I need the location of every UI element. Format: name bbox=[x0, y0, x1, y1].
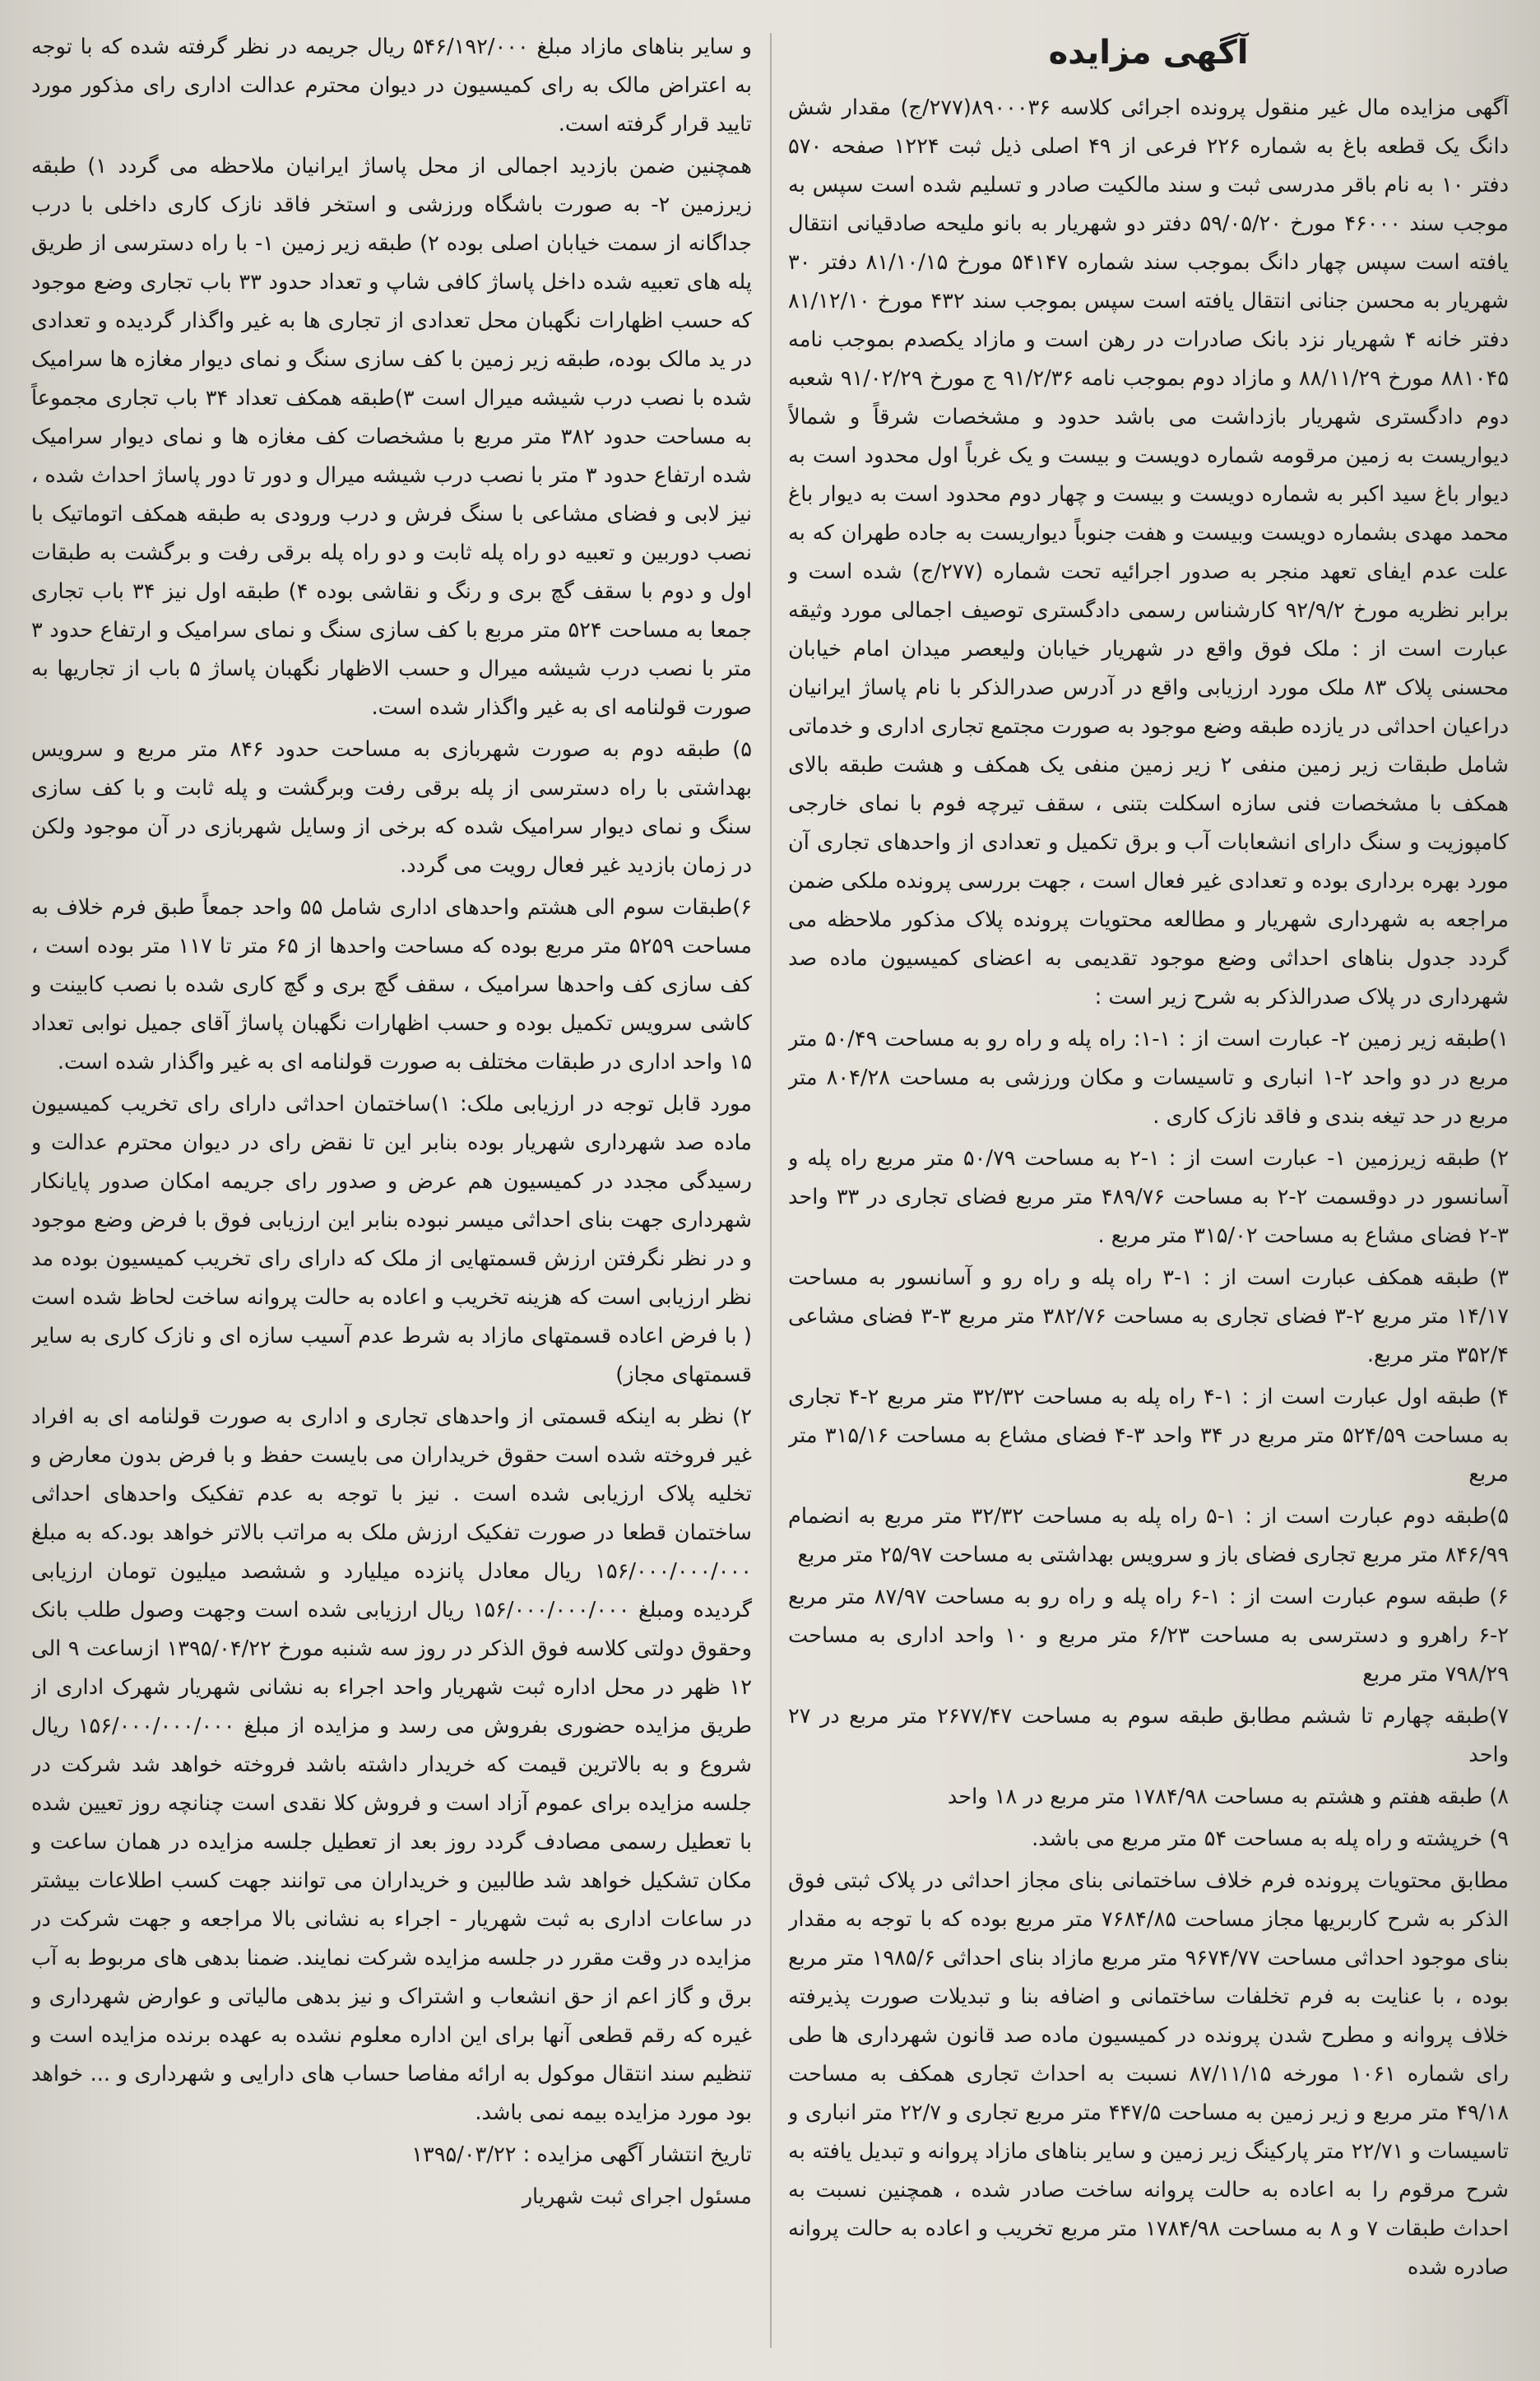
paragraph-notes: مورد قابل توجه در ارزیابی ملک: ۱)ساختمان احداثی دارای رای تخریب کمیسیون ماده صد شهرداری شهریار بوده بنابر این تا نقض رای در دیوان محترم عدالت و رسیدگی مجدد در کمیسیون هم عرض و صدور رای جریمه امکان صدور پایانکار شهرداری جهت بنای احداثی میسر نبوده بنابر این ارزیابی فوق با فرض وضع موجود و در نظر نگرفتن ارزش قسمتهایی از ملک که دارای رای تخریب کمیسیون بوده مد نظر ارزیابی است که هزینه تخریب و اعاده به حالت پروانه ساخت لحاظ شده است ( با فرض اعاده قسمتهای مازاد به شرط عدم آسیب سازه ای و نازک کاری به سایر قسمتهای مجاز) bbox=[31, 1092, 752, 1387]
paragraph-inspection: همچنین ضمن بازدید اجمالی از محل پاساژ ایرانیان ملاحظه می گردد ۱) طبقه زیرزمین ۲- به صورت باشگاه ورزشی و استخر فاقد نازک کاری داخلی با درب جداگانه از سمت خیابان اصلی بوده ۲) طبقه زیر زمین ۱- با راه دسترسی از طریق پله های تعبیه شده داخل پاساژ کافی شاپ و تعداد حدود ۳۳ باب تجاری وضع موجود که حسب اظهارات نگهبان محل تعدادی از تجاری ها به غیر واگذار گردیده و تعدادی در ید مالک بوده، طبقه زیر زمین با کف سازی سنگ و نمای دیوار مغازه ها سرامیک شده با نصب درب شیشه میرال است ۳)طبقه همکف تعداد ۳۴ باب تجاری مجموعاً به مساحت حدود ۳۸۲ متر مربع با مشخصات کف مغازه ها و نمای دیوار سرامیک شده ارتفاع حدود ۳ متر با نصب درب شیشه میرال و دور تا دور پاساژ احداث شده ، نیز لابی و فضای مشاعی با سنگ فرش و درب ورودی به طبقه همکف اتوماتیک با نصب دوربین و تعبیه دو راه پله ثابت و دو راه پله برقی رفت و برگشت به طبقات اول و دوم با سقف گچ بری و رنگ و نقاشی بوده ۴) طبقه اول نیز ۳۴ باب تجاری جمعا به مساحت ۵۲۴ متر مربع با کف سازی سنگ و نمای سرامیک و ارتفاع حدود ۳ متر با نصب درب شیشه میرال و حسب الاظهار نگهبان پاساژ ۵ باب از تجاریها به صورت قولنامه ای به غیر واگذار شده است. bbox=[31, 154, 752, 720]
floor-item-3: ۳) طبقه همکف عبارت است از : ۱-۳ راه پله و راه رو و آسانسور به مساحت ۱۴/۱۷ متر مربع ۲-۳ فضای تجاری به مساحت ۳۸۲/۷۶ متر مربع ۳-۳ فضای مشاعی ۳۵۲/۴ متر مربع. bbox=[788, 1265, 1509, 1367]
floor-item-6: ۶) طبقه سوم عبارت است از : ۱-۶ راه پله و راه رو به مساحت ۸۷/۹۷ متر مربع ۲-۶ راهرو و دسترسی به مساحت ۶/۲۳ متر مربع و ۱۰ واحد اداری به مساحت ۷۹۸/۲۹ متر مربع bbox=[788, 1585, 1509, 1687]
column-divider bbox=[770, 33, 772, 2348]
floor-item-5: ۵)طبقه دوم عبارت است از : ۱-۵ راه پله به مساحت ۳۲/۳۲ متر مربع به انضمام ۸۴۶/۹۹ متر مربع تجاری فضای باز و سرویس بهداشتی به مساحت ۲۵/۹۷ متر مربع bbox=[788, 1504, 1509, 1567]
paragraph-penalty: و سایر بناهای مازاد مبلغ ۵۴۶/۱۹۲/۰۰۰ ریال جریمه در نظر گرفته شده که با توجه به اعتراض مالک به رای کمیسیون در دیوان محترم عدالت اداری رای مذکور مورد تایید قرار گرفته است. bbox=[31, 35, 752, 137]
signature-line: مسئول اجرای ثبت شهریار bbox=[522, 2184, 752, 2209]
floor-item-9: ۹) خرپشته و راه پله به مساحت ۵۴ متر مربع می باشد. bbox=[1032, 1826, 1509, 1851]
closing-paragraph: مطابق محتویات پرونده فرم خلاف ساختمانی بنای مجاز احداثی در پلاک ثبتی فوق الذکر به شرح کاربریها مجاز مساحت ۷۶۸۴/۸۵ متر مربع بوده که با توجه به مقدار بنای موجود احداثی مساحت ۹۶۷۴/۷۷ متر مربع مازاد بنای احداثی ۱۹۸۵/۶ متر مربع بوده ، با عنایت به فرم تخلفات ساختمانی و اضافه بنا و تبدیلات صورت پذیرفته خلاف پروانه و مطرح شدن پرونده در کمیسیون ماده صد قانون شهرداری ها طی رای شماره ۱۰۶۱ مورخه ۸۷/۱۱/۱۵ نسبت به احداث تجاری همکف به مساحت ۴۹/۱۸ متر مربع و زیر زمین به مساحت ۴۴۷/۵ متر مربع تجاری و ۲۲/۷ متر انباری و تاسیسات و ۲۲/۷۱ متر پارکینگ زیر زمین و سایر بناهای مازاد پروانه و تبدیل یافته به شرح مرقوم را به اعاده به حالت پروانه ساخت صادر شده ، همچنین نسبت به احداث طبقات ۷ و ۸ به مساحت ۱۷۸۴/۹۸ متر مربع تخریب و اعاده به حالت پروانه صادره شده bbox=[788, 1868, 1509, 2280]
floor-item-2: ۲) طبقه زیرزمین ۱- عبارت است از : ۱-۲ به مساحت ۵۰/۷۹ متر مربع راه پله و آسانسور در دوقسمت ۲-۲ به مساحت ۴۸۹/۷۶ متر مربع فضای تجاری در ۳۳ واحد ۳-۲ فضای مشاع به مساحت ۳۱۵/۰۲ متر مربع . bbox=[788, 1146, 1509, 1248]
floor-item-8: ۸) طبقه هفتم و هشتم به مساحت ۱۷۸۴/۹۸ متر مربع در ۱۸ واحد bbox=[947, 1785, 1509, 1809]
floor-item-1: ۱)طبقه زیر زمین ۲- عبارت است از : ۱-۱: راه پله و راه رو به مساحت ۵۰/۴۹ متر مربع در دو واحد ۲-۱ انباری و تاسیسات و مکان ورزشی به مساحت ۸۰۴/۲۸ متر مربع در حد تیغه بندی و فاقد نازک کاری . bbox=[788, 1027, 1509, 1129]
publication-date: تاریخ انتشار آگهی مزایده : ۱۳۹۵/۰۳/۲۲ bbox=[411, 2142, 752, 2167]
floor-item-4: ۴) طبقه اول عبارت است از : ۱-۴ راه پله به مساحت ۳۲/۳۲ متر مربع ۲-۴ تجاری به مساحت ۵۲۴/۵۹ متر مربع در ۳۴ واحد ۳-۴ فضای مشاع به مساحت ۳۱۵/۱۶ متر مربع bbox=[788, 1385, 1509, 1487]
floor-item-7: ۷)طبقه چهارم تا ششم مطابق طبقه سوم به مساحت ۲۶۷۷/۴۷ متر مربع در ۲۷ واحد bbox=[788, 1704, 1509, 1767]
paragraph-second-floor: ۵) طبقه دوم به صورت شهربازی به مساحت حدود ۸۴۶ متر مربع و سرویس بهداشتی با راه دسترسی از پله برقی رفت وبرگشت و پله ثابت و با کف سازی سنگ و نمای دیوار سرامیک شده که برخی از وسایل شهربازی در آن موجود ولکن در زمان بازدید غیر فعال رویت می گردد. bbox=[31, 737, 752, 878]
left-column bbox=[31, 28, 752, 2356]
paragraph-office-floors: ۶)طبقات سوم الی هشتم واحدهای اداری شامل ۵۵ واحد جمعاً طبق فرم خلاف به مساحت ۵۲۵۹ متر مربع بوده که مساحت واحدها از ۶۵ متر تا ۱۱۷ متر بوده است ، کف سازی کف واحدها سرامیک ، سقف گچ بری و گچ کاری شده با نصب کابینت و کاشی سرویس تکمیل بوده و حسب اظهارات نگهبان پاساژ آقای جمیل نوابی تعداد ۱۵ واحد اداری در طبقات مختلف به صورت قولنامه ای به غیر واگذار شده است. bbox=[31, 895, 752, 1074]
paragraph-auction-terms: ۲) نظر به اینکه قسمتی از واحدهای تجاری و اداری به صورت قولنامه ای به افراد غیر فروخته شده است حقوق خریداران می بایست حفظ و با فرض بدون معارض و تخلیه پلاک ارزیابی شده است . نیز با توجه به عدم تفکیک واحدهای احداثی ساختمان قطعا در صورت تفکیک ارزش ملک به مراتب بالاتر خواهد بود.که به مبلغ ۱۵۶/۰۰۰/۰۰۰/۰۰۰ ریال معادل پانزده میلیارد و ششصد میلیون تومان ارزیابی گردیده ومبلغ ۱۵۶/۰۰۰/۰۰۰/۰۰۰ ریال ارزیابی شده است وجهت وصول طلب بانک وحقوق دولتی کلاسه فوق الذکر در روز سه شنبه مورخ ۱۳۹۵/۰۴/۲۲ ازساعت ۹ الی ۱۲ ظهر در محل اداره ثبت شهریار واحد اجراء به نشانی شهریار شهرک اداری از طریق مزایده حضوری بفروش می رسد و مزایده از مبلغ ۱۵۶/۰۰۰/۰۰۰/۰۰۰ ریال شروع و به بالاترین قیمت که خریدار داشته باشد فروخته خواهد شد شرکت در جلسه مزایده برای عموم آزاد است و فروش کلا نقدی است چنانچه روز تعیین شده با تعطیل رسمی مصادف گردد روز بعد از تعطیل جلسه مزایده در همان ساعت و مکان تشکیل خواهد شد طالبین و خریداران می توانند جهت کسب اطلاعات بیشتر در ساعات اداری به ثبت شهریار - اجراء به نشانی بالا مراجعه و جهت شرکت در مزایده در وقت مقرر در جلسه مزایده شرکت نمایند. ضمنا بدهی های مربوط به آب برق و گاز اعم از حق انشعاب و اشتراک و نیز بدهی مالیاتی و عوارض شهرداری و غیره که رقم قطعی آنها برای این اداره معلوم نشده به عهده برنده مزایده است و تنظیم سند انتقال موکول به ارائه مفاصا حساب های دارایی و شهرداری و ... خواهد بود مورد مزایده بیمه نمی باشد. bbox=[31, 1404, 752, 2125]
intro-paragraph: آگهی مزایده مال غیر منقول پرونده اجرائی کلاسه ۸۹۰۰۰۳۶(۲۷۷/ج) مقدار شش دانگ یک قطعه باغ به شماره ۲۲۶ فرعی از ۴۹ اصلی ذیل ثبت ۱۲۲۴ صفحه ۵۷۰ دفتر ۱۰ به نام باقر مدرسی ثبت و سند مالکیت صادر و تسلیم شده است سپس به موجب سند ۴۶۰۰۰ مورخ ۵۹/۰۵/۲۰ دفتر دو شهریار به بانو ملیحه صادقیانی انتقال یافته است سپس چهار دانگ بموجب سند شماره ۵۴۱۴۷ مورخ ۸۱/۱۰/۱۵ دفتر ۳۰ شهریار به محسن جنانی انتقال یافته است سپس بموجب سند ۴۳۲ مورخ ۸۱/۱۲/۱۰ دفتر خانه ۴ شهریار نزد بانک صادرات در رهن است و مازاد یکصدم بموجب نامه ۸۸۱۰۴۵ مورخ ۸۸/۱۱/۲۹ و مازاد دوم بموجب نامه ۹۱/۲/۳۶ ج مورخ ۹۱/۰۲/۲۹ شعبه دوم دادگستری شهریار بازداشت می باشد حدود و مشخصات شرقاً و شمالاً دیواریست به زمین مرقومه شماره دویست و بیست و یک غرباً اول محدود است به دیوار باغ سید اکبر به شماره دویست و بیست و چهار دوم محدود است به دیوار باغ محمد مهدی بشماره دویست وبیست و هفت جنوباً دیواریست به جاده طهران که به علت عدم ایفای تعهد منجر به صدور اجرائیه تحت شماره (۲۷۷/ج) شده است و برابر نظریه مورخ ۹۲/۹/۲ کارشناس رسمی دادگستری توصیف اجمالی مورد وثیقه عبارت است از : ملک فوق واقع در شهریار خیابان ولیعصر میدان امام خیابان محسنی پلاک ۸۳ ملک مورد ارزیابی واقع در آدرس صدرالذکر با نام پاساژ ایرانیان دراعیان احداثی در یازده طبقه وضع موجود به صورت مجتمع تجاری اداری و خدماتی شامل طبقات زیر زمین منفی ۲ زیر زمین منفی یک همکف و هشت طبقه بالای همکف با مشخصات فنی سازه اسکلت بتنی ، سقف تیرچه فوم با نمای خارجی کامپوزیت و سنگ دارای انشعابات آب و برق تکمیل و تعدادی از واحدهای تجاری آن مورد بهره برداری بوده و تعدادی غیر فعال است ، جهت بررسی پرونده ملکی ضمن مراجعه به شهرداری شهریار و مطالعه محتویات پرونده پلاک مذکور ملاحظه می گردد جدول بناهای احداثی وضع موجود تقدیمی به اعضای کمیسیون ماده صد شهرداری در پلاک صدرالذکر به شرح زیر است : bbox=[788, 95, 1509, 1009]
right-column bbox=[788, 28, 1509, 2356]
ad-title: آگهی مزایده bbox=[1048, 34, 1249, 72]
